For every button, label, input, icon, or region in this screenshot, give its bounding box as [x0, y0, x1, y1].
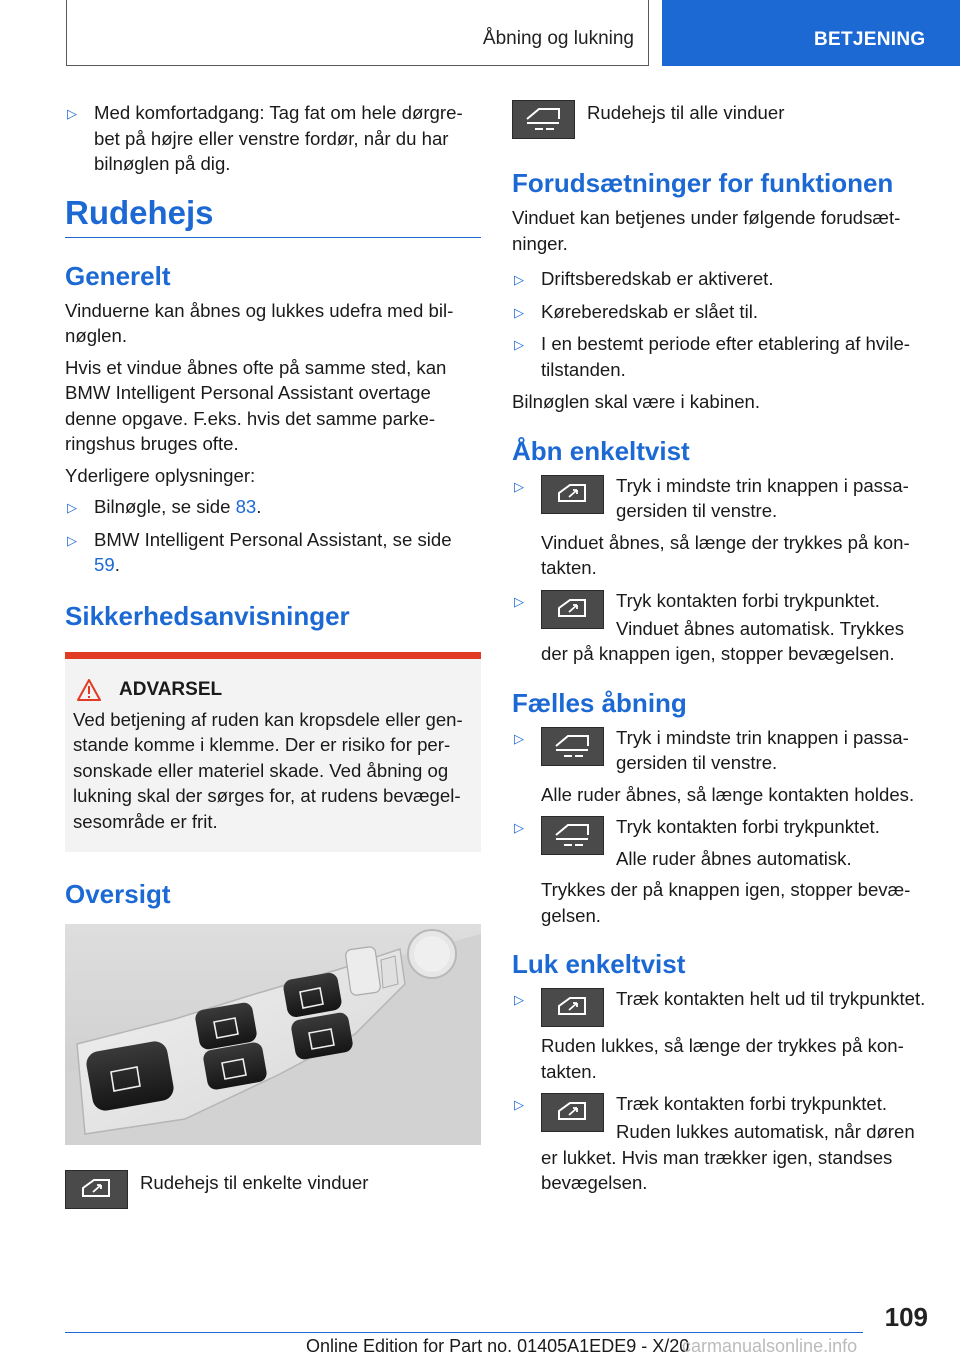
list-item [512, 331, 928, 382]
bullet-end: . [256, 496, 262, 517]
heading-prerequisites: Forudsætninger for funktionen [512, 168, 894, 198]
heading-oversigt: Oversigt [65, 879, 171, 909]
bullet-triangle-icon: ▷ [514, 272, 524, 287]
list-item [65, 494, 481, 520]
step-text: Træk kontakten forbi trykpunktet. [616, 1093, 888, 1114]
caption-single-windows [65, 1170, 481, 1209]
heading-rudehejs: Rudehejs [65, 193, 481, 238]
caption-all-windows [512, 100, 928, 139]
footer-divider [65, 1332, 863, 1333]
step-note: Vinduet åbnes automatisk. Trykkes der på knappen igen, stopper bevægelsen. [541, 617, 905, 664]
bullet-triangle-icon: ▷ [514, 337, 524, 352]
generelt-paragraph-1: Vinduerne kan åbnes og lukkes udefra med bilnøglen. [65, 299, 454, 346]
list-item [512, 266, 928, 292]
page-link-83[interactable]: 83 [235, 496, 257, 517]
header-chapter-tab [662, 0, 960, 66]
bullet-triangle-icon: ▷ [67, 532, 77, 548]
list-item [512, 725, 928, 808]
bullet-text: Køreberedskab er slået til. [541, 300, 759, 322]
heading-safety: Sikkerhedsanvisninger [65, 600, 350, 631]
bullet-text: I en bestemt periode efter etablering af hviletilstanden. [541, 333, 910, 380]
list-item [512, 814, 928, 928]
warning-text: Ved betjening af ruden kan kropsdele eller genstande komme i klemme. Der er risiko for personskade eller materiel skade. Ved åbning og lukning skal der sørges for, at rudens bevægelsesområde er frit. [73, 708, 463, 832]
intro-bullet-text: Med komfortadgang: Tag fat om hele dørgrebet på højre eller venstre fordør, når du har bilnøglen på dig. [94, 102, 463, 174]
list-item [512, 1091, 928, 1196]
window-switch-panel-photo [65, 924, 481, 1145]
step-text: Tryk i mindste trin knappen i passagersiden til venstre. [616, 726, 909, 773]
bullet-triangle-icon: ▷ [514, 304, 524, 320]
bullet-text: Bilnøgle, se side [94, 496, 236, 517]
step-note: Alle ruder åbnes, så længe kontakten holdes. [541, 783, 915, 805]
warning-box [65, 652, 481, 853]
bullet-triangle-icon: ▷ [514, 730, 524, 746]
step-note: Trykkes der på knappen igen, stopper bevægelsen. [541, 879, 911, 926]
header-chapter-label: BETJENING [814, 29, 926, 50]
single-window-switch-icon [541, 475, 604, 514]
all-windows-switch-icon [541, 727, 604, 766]
intro-bullet [65, 100, 481, 177]
header-section-box [66, 0, 649, 66]
list-item [512, 473, 928, 581]
page-link-59[interactable]: 59 [94, 554, 115, 575]
list-item [65, 527, 481, 578]
single-window-switch-icon [541, 988, 604, 1027]
left-column [65, 100, 481, 1209]
all-windows-switch-icon [512, 100, 575, 139]
heading-close-single: Luk enkeltvist [512, 949, 686, 979]
single-window-switch-icon [541, 1093, 604, 1132]
caption-single-text: Rudehejs til enkelte vinduer [140, 1172, 369, 1193]
bullet-end: . [114, 554, 120, 575]
step-text: Tryk kontakten forbi trykpunktet. [616, 589, 880, 611]
page-number: 109 [884, 1302, 928, 1332]
bullet-triangle-icon: ▷ [67, 500, 77, 515]
warning-triangle-icon [77, 679, 101, 701]
warning-label: ADVARSEL [119, 678, 223, 700]
bullet-triangle-icon: ▷ [514, 992, 524, 1007]
step-note: Ruden lukkes, så længe der trykkes på kontakten. [541, 1035, 904, 1082]
bullet-triangle-icon: ▷ [514, 478, 524, 494]
caption-all-text: Rudehejs til alle vinduer [587, 102, 785, 123]
bullet-triangle-icon: ▷ [514, 593, 524, 609]
generelt-paragraph-2: Hvis et vindue åbnes ofte på samme sted, kan BMW Intelligent Personal Assistant overtage denne opgave. F.eks. hvis det samme parkeringshus bruges ofte. [65, 356, 447, 454]
bullet-triangle-icon: ▷ [514, 820, 524, 835]
prereq-paragraph: Vinduet kan betjenes under følgende forudsætninger. [512, 207, 901, 254]
single-window-switch-icon [65, 1170, 128, 1209]
heading-open-single: Åbn enkeltvist [512, 435, 690, 466]
heading-generelt: Generelt [65, 260, 171, 291]
footer-watermark: carmanualsonline.info [682, 1336, 858, 1356]
bullet-text: BMW Intelligent Personal Assistant, se side [94, 528, 452, 550]
list-item [512, 986, 928, 1084]
all-windows-switch-icon [541, 816, 604, 855]
step-text: Tryk i mindste trin knappen i passagersiden til venstre. [616, 474, 909, 521]
generelt-paragraph-3: Yderligere oplysninger: [65, 464, 256, 486]
step-note: Ruden lukkes automatisk, når døren er lukket. Hvis man trækker igen, standses bevægelsen. [541, 1121, 915, 1193]
bullet-text: Driftsberedskab er aktiveret. [541, 268, 774, 289]
step-note: Vinduet åbnes, så længe der trykkes på kontakten. [541, 531, 910, 578]
heading-open-all: Fælles åbning [512, 687, 687, 718]
bullet-triangle-icon: ▷ [514, 1097, 524, 1112]
header-section-title: Åbning og lukning [482, 28, 634, 49]
list-item [512, 588, 928, 667]
list-item [512, 299, 928, 325]
right-column [512, 100, 928, 1203]
footer-edition: Online Edition for Part no. 01405A1EDE9 - X/20 [306, 1336, 690, 1356]
step-text: Tryk kontakten forbi trykpunktet. [616, 816, 880, 837]
bullet-triangle-icon: ▷ [67, 106, 77, 121]
prereq-note: Bilnøglen skal være i kabinen. [512, 391, 761, 412]
single-window-switch-icon [541, 590, 604, 629]
step-note: Alle ruder åbnes automatisk. [616, 847, 852, 869]
step-text: Træk kontakten helt ud til trykpunktet. [616, 988, 926, 1009]
